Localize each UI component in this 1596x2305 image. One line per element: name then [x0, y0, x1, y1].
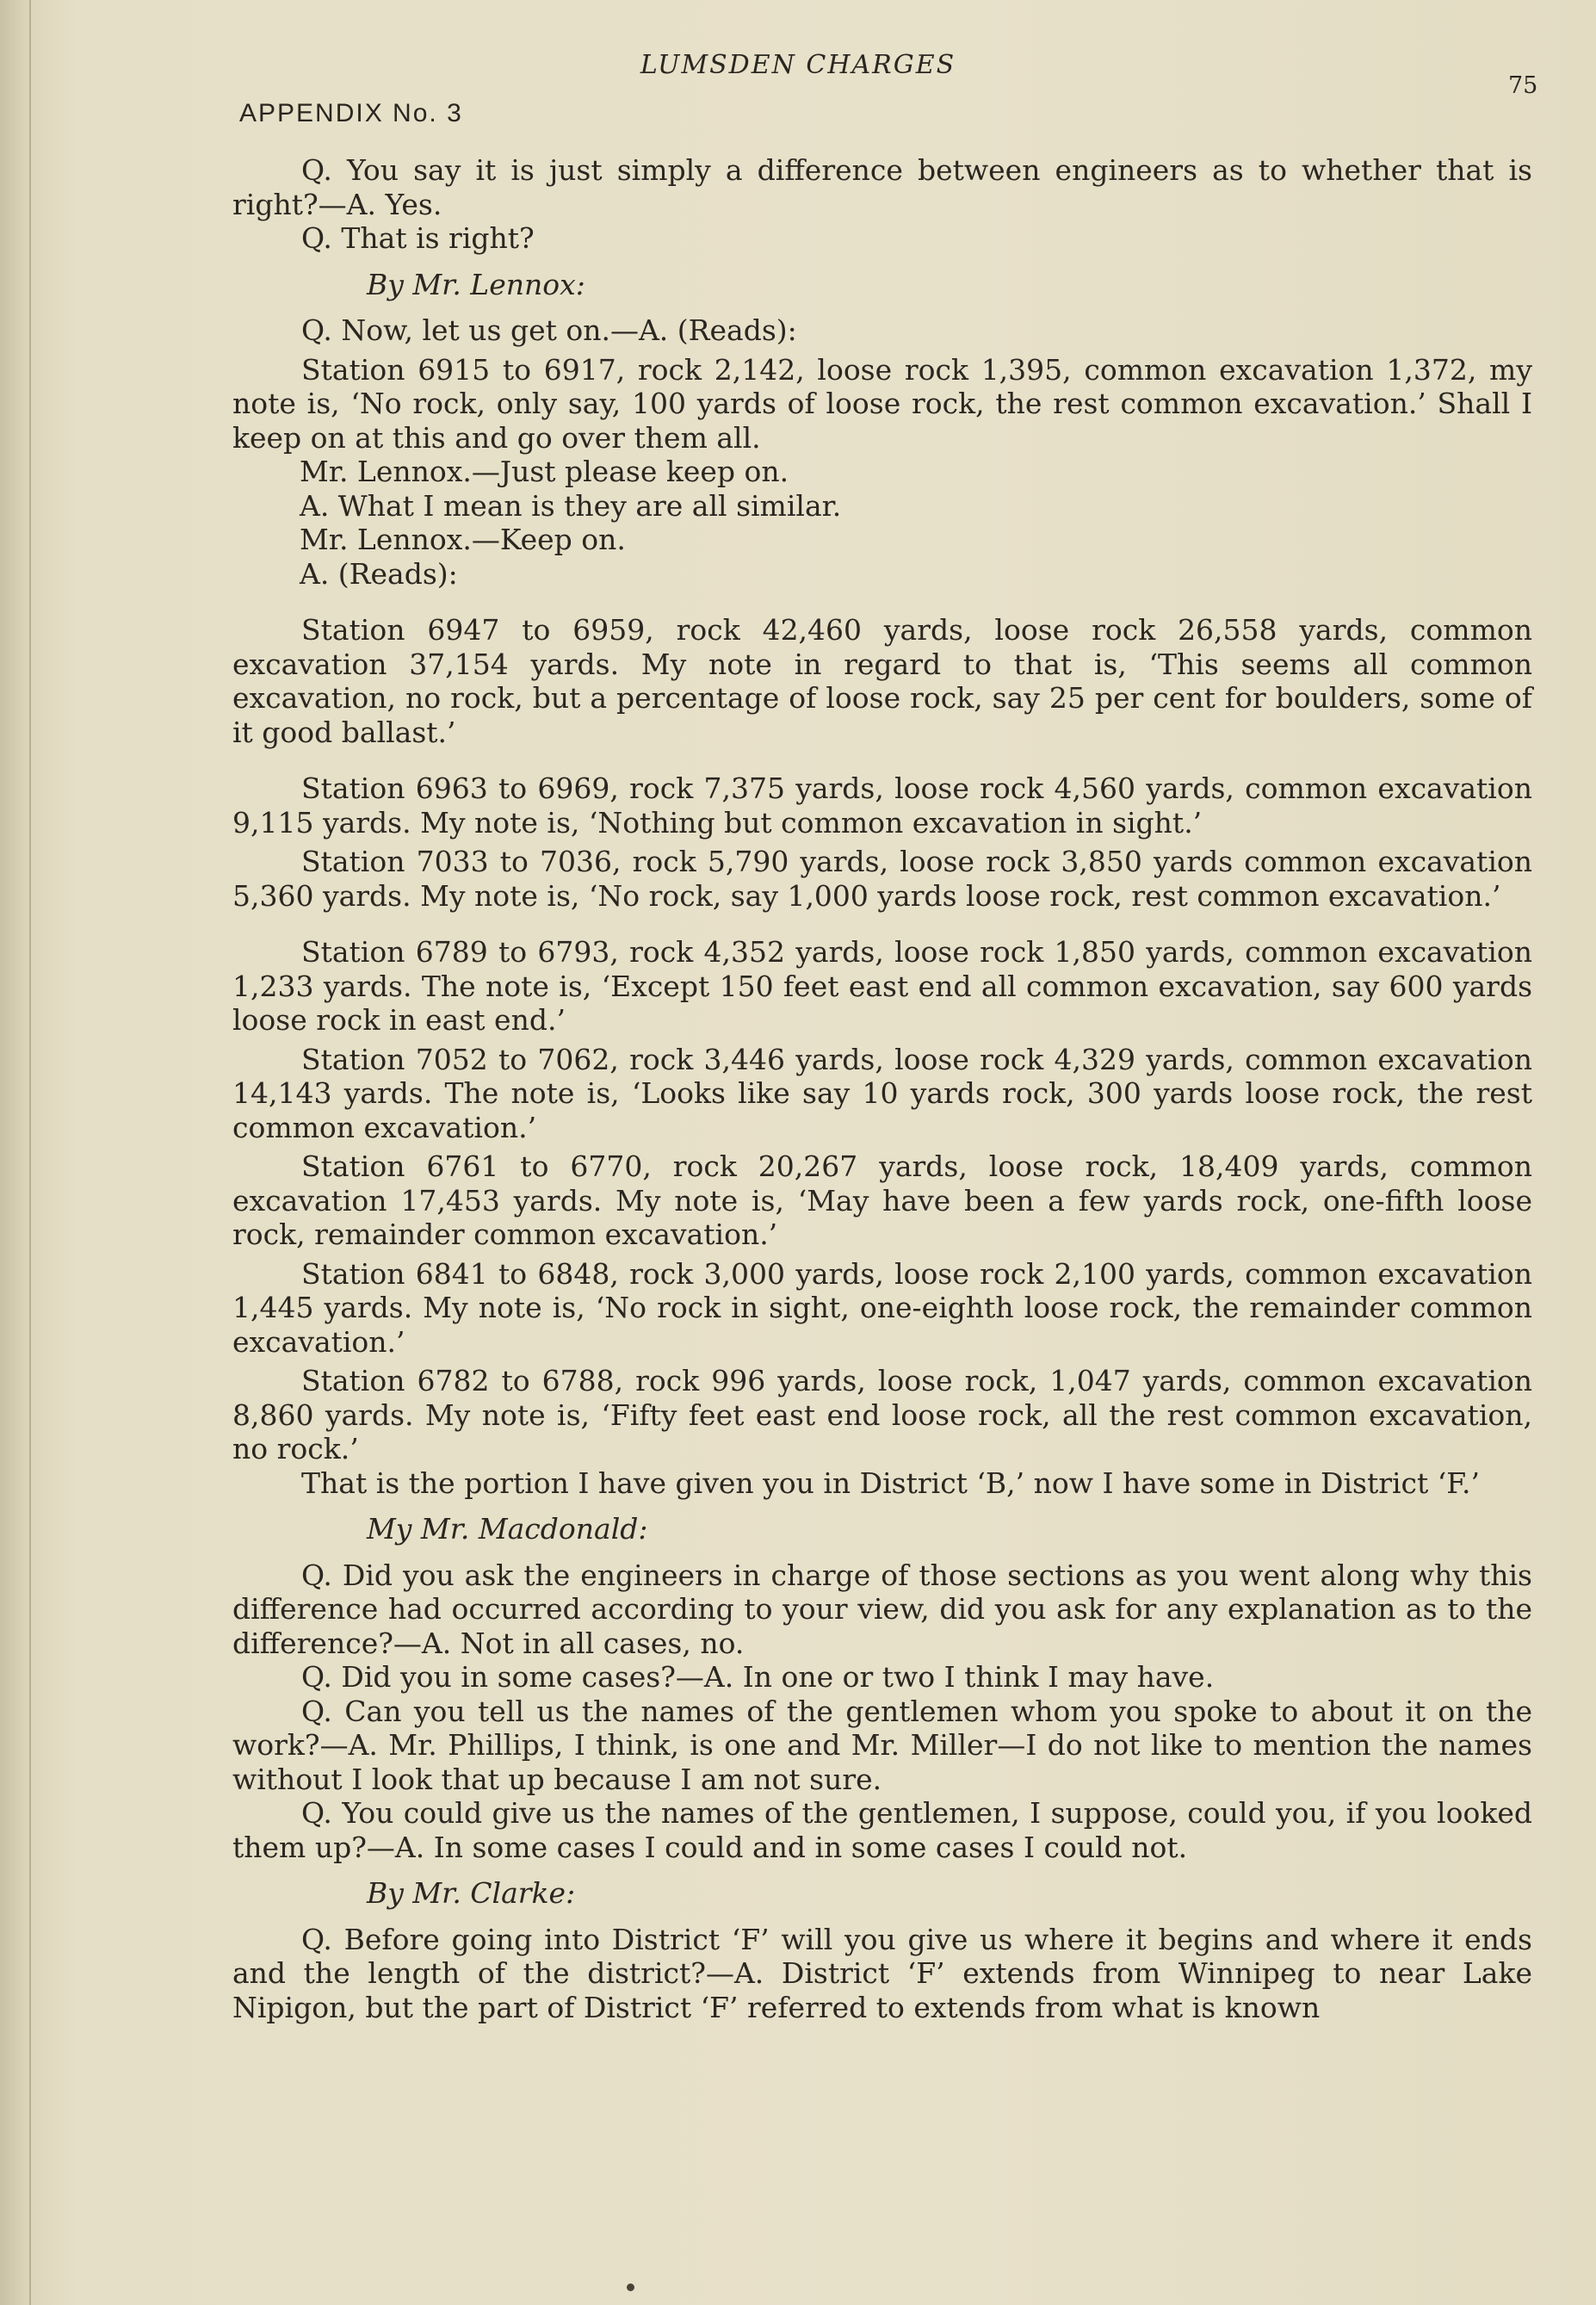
- examiner-heading: By Mr. Clarke:: [367, 1876, 576, 1910]
- paragraph: Q. You say it is just simply a difference between engineers as to whether that is right?—A. Yes.: [232, 153, 1532, 221]
- speaker-line: Mr. Lennox.—Just please keep on.: [300, 455, 789, 488]
- ink-dot: [627, 2283, 634, 2291]
- binding-gutter: [29, 0, 31, 2305]
- paragraph: Q. Now, let us get on.—A. (Reads):: [301, 313, 797, 347]
- paragraph: Q. Did you ask the engineers in charge of those sections as you went along why this difference had occurred according to your view, did you ask for any explanation as to the difference?—A. Not in all cases, no.: [232, 1558, 1532, 1660]
- paragraph: That is the portion I have given you in District ‘B,’ now I have some in District ‘F.’: [301, 1465, 1481, 1500]
- testimony-text: [232, 153, 1532, 2024]
- examiner-heading: My Mr. Macdonald:: [367, 1512, 648, 1546]
- station-entry: Station 6963 to 6969, rock 7,375 yards, loose rock 4,560 yards, common excavation 9,115 yards. My note is, ‘Nothing but common excavation in sight.’: [232, 771, 1532, 840]
- running-head: LUMSDEN CHARGES: [640, 50, 956, 80]
- speaker-line: Mr. Lennox.—Keep on.: [300, 523, 626, 556]
- paragraph: Q. Can you tell us the names of the gentlemen whom you spoke to about it on the work?—A. Mr. Phillips, I think, is one and Mr. Miller—I do not like to mention the names without I look that up because I am not sure.: [232, 1694, 1532, 1796]
- examiner-heading: By Mr. Lennox:: [367, 267, 585, 301]
- appendix-label: APPENDIX No. 3: [239, 99, 463, 127]
- station-entry: Station 6782 to 6788, rock 996 yards, loose rock, 1,047 yards, common excavation 8,860 yards. My note is, ‘Fifty feet east end loose rock, all the rest common excavation, no rock.’: [232, 1364, 1532, 1465]
- paragraph: Q. Did you in some cases?—A. In one or two I think I may have.: [301, 1660, 1215, 1694]
- station-entry: Station 7033 to 7036, rock 5,790 yards, loose rock 3,850 yards common excavation 5,360 yards. My note is, ‘No rock, say 1,000 yards loose rock, rest common excavation.’: [232, 845, 1532, 913]
- paragraph: Q. Before going into District ‘F’ will you give us where it begins and where it ends and the length of the district?—A. District ‘F’ extends from Winnipeg to near Lake Nipigon, but the part of District ‘F’ referred to extends from what is known: [232, 1922, 1532, 2024]
- station-entry: Station 6841 to 6848, rock 3,000 yards, loose rock 2,100 yards, common excavation 1,445 yards. My note is, ‘No rock in sight, one-eighth loose rock, the remainder common excavation.’: [232, 1256, 1532, 1359]
- speaker-line: A. (Reads):: [300, 556, 458, 591]
- speaker-line: A. What I mean is they are all similar.: [300, 488, 842, 523]
- station-entry: Station 6915 to 6917, rock 2,142, loose rock 1,395, common excavation 1,372, my note is, ‘No rock, only say, 100 yards of loose rock, the rest common excavation.’ Shall I keep on at this and go over them all.: [232, 352, 1532, 455]
- station-entry: Station 6947 to 6959, rock 42,460 yards, loose rock 26,558 yards, common excavation 37,154 yards. My note in regard to that is, ‘This seems all common excavation, no rock, but a percentage of loose rock, say 25 per cent for boulders, some of it good ballast.’: [232, 613, 1532, 749]
- station-entry: Station 6761 to 6770, rock 20,267 yards, loose rock, 18,409 yards, common excavation 17,453 yards. My note is, ‘May have been a few yards rock, one-fifth loose rock, remainder common excavation.’: [232, 1149, 1532, 1251]
- paragraph: Q. You could give us the names of the gentlemen, I suppose, could you, if you looked them up?—A. In some cases I could and in some cases I could not.: [232, 1796, 1532, 1864]
- station-entry: Station 7052 to 7062, rock 3,446 yards, loose rock 4,329 yards, common excavation 14,143 yards. The note is, ‘Looks like say 10 yards rock, 300 yards loose rock, the rest common excavation.’: [232, 1042, 1532, 1144]
- page-number: 75: [1508, 72, 1538, 99]
- station-entry: Station 6789 to 6793, rock 4,352 yards, loose rock 1,850 yards, common excavation 1,233 yards. The note is, ‘Except 150 feet east end all common excavation, say 600 yards loose rock in east end.’: [232, 935, 1532, 1037]
- paragraph: Q. That is right?: [301, 221, 535, 255]
